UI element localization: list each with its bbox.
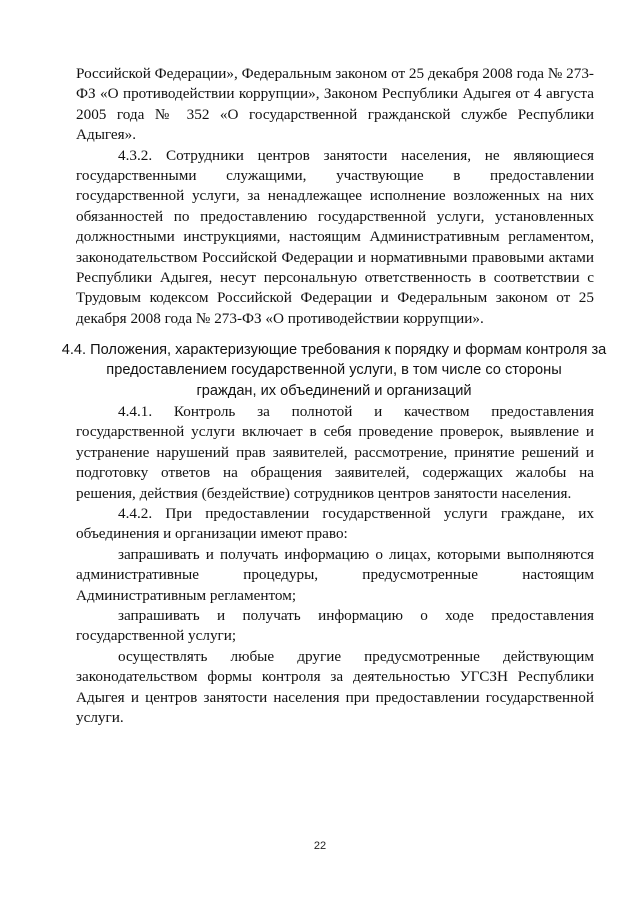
paragraph-right-3: осуществлять любые другие предусмотренные действующим законодательством формы контроля за деятельностью УГСЗН Республики Адыгея и центров занятости населения при предоставлении государственной услуги. (76, 647, 594, 727)
paragraph-right-1: запрашивать и получать информацию о лицах, которыми выполняются административные процедуры, предусмотренные настоящим Административным регламентом; (76, 545, 594, 604)
section-4-4-text (76, 402, 594, 729)
section-4-4-heading (60, 340, 608, 401)
section-4-3-text (76, 64, 594, 329)
heading-line-1: 4.4. Положения, характеризующие требования к порядку и формам контроля за (61, 342, 607, 358)
paragraph-continuation: Российской Федерации», Федеральным законом от 25 декабря 2008 года № 273-ФЗ «О противодействии коррупции», Законом Республики Адыгея от 4 августа 2005 года № 352 «О государственной гражданской службе Республики Адыгея». (76, 65, 594, 144)
paragraph-4-3-2: 4.3.2. Сотрудники центров занятости населения, не являющиеся государственными служащими, участвующие в предоставлении государственной услуги, за ненадлежащее исполнение возложенных на них обязанностей по предоставлению государственной услуги, установленных должностными инструкциями, настоящим Административным регламентом, законодательством Российской Федерации и нормативными правовыми актами Республики Адыгея, несут персональную ответственность в соответствии с Трудовым кодексом Российской Федерации и Федеральным законом от 25 декабря 2008 года № 273-ФЗ «О противодействии коррупции». (76, 146, 594, 327)
paragraph-4-4-1: 4.4.1. Контроль за полнотой и качеством предоставления государственной услуги включает в себя проведение проверок, выявление и устранение нарушений прав заявителей, рассмотрение, принятие решений и подготовку ответов на обращения заявителей, содержащих жалобы на решения, действия (бездействие) сотрудников центров занятости населения. (76, 403, 594, 502)
paragraph-4-4-2: 4.4.2. При предоставлении государственной услуги граждане, их объединения и организации имеют право: (76, 505, 594, 543)
page-number: 22 (313, 840, 327, 852)
heading-line-2: предоставлением государственной услуги, в том числе со стороны (106, 362, 562, 379)
paragraph-right-2: запрашивать и получать информацию о ходе предоставления государственной услуги; (76, 607, 594, 645)
heading-line-3: граждан, их объединений и организаций (196, 382, 472, 399)
